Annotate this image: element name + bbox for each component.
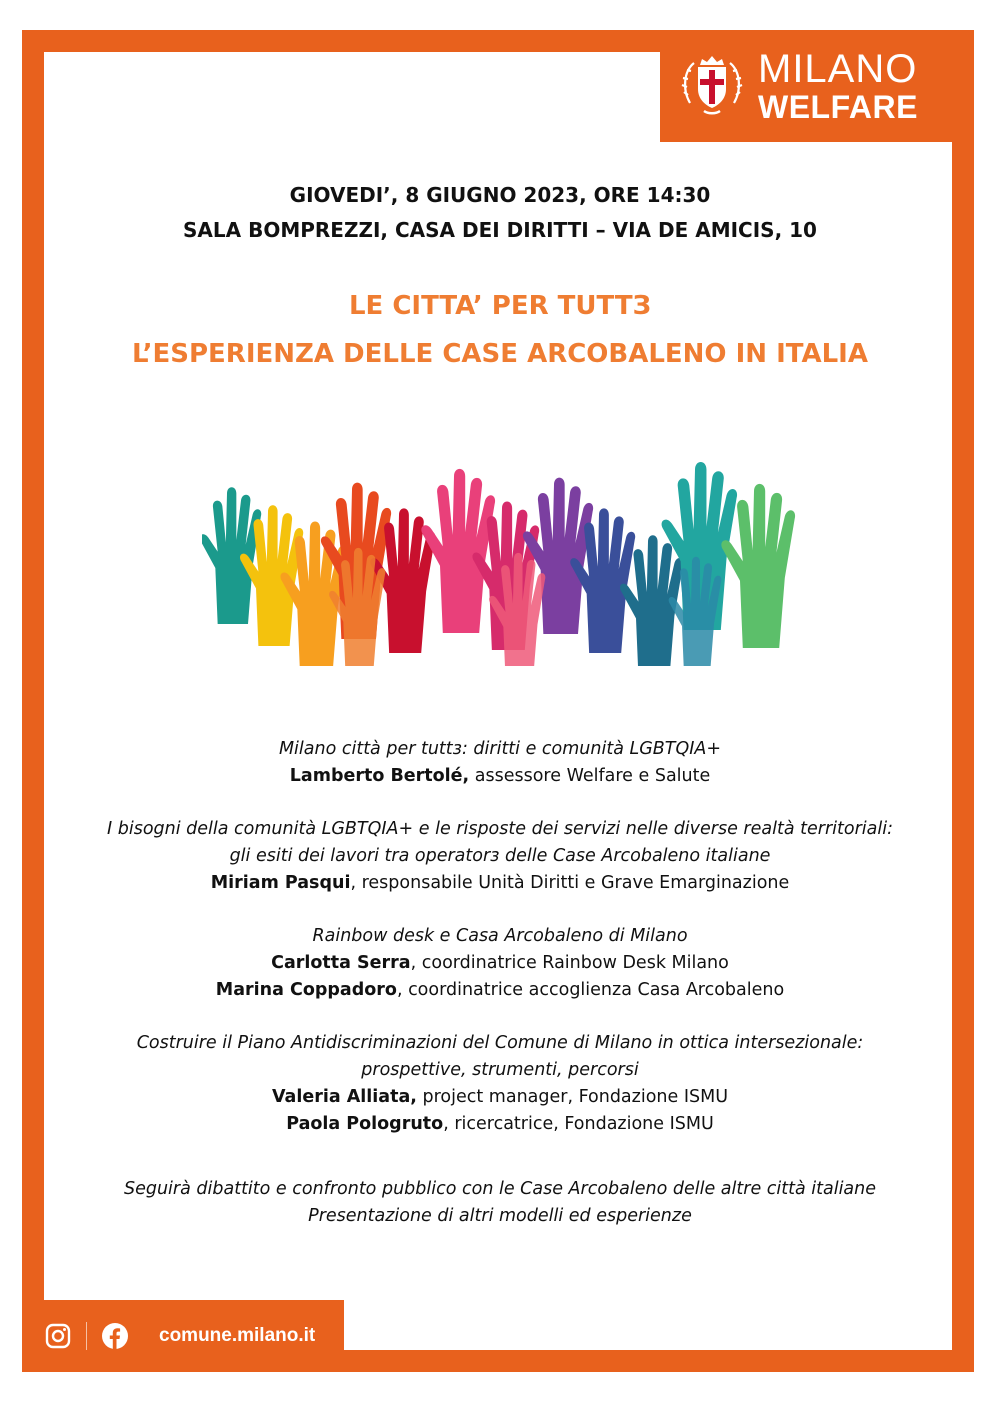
facebook-icon[interactable] — [101, 1322, 129, 1350]
talk-2-topic-line-2: gli esiti dei lavori tra operatorз delle Case Arcobaleno italiane — [229, 846, 771, 866]
speaker-role: assessore Welfare e Salute — [469, 766, 711, 786]
talk-3 — [60, 923, 940, 1004]
talk-1 — [60, 736, 940, 790]
speaker-name: Miriam Pasqui — [210, 873, 351, 893]
speaker-line — [60, 1084, 940, 1111]
talk-3-topic: Rainbow desk e Casa Arcobaleno di Milano — [312, 926, 688, 946]
instagram-icon[interactable] — [44, 1322, 72, 1350]
speaker-name: Marina Coppadoro — [215, 980, 397, 1000]
event-info — [0, 178, 1000, 248]
speaker-line — [60, 870, 940, 897]
closing-line-2: Presentazione di altri modelli ed esperienze — [308, 1206, 692, 1226]
speaker-role: , responsabile Unità Diritti e Grave Emarginazione — [350, 873, 790, 893]
speaker-name: Valeria Alliata, — [271, 1087, 417, 1107]
milano-welfare-logo — [660, 30, 974, 142]
speaker-line — [60, 763, 940, 790]
event-venue: SALA BOMPREZZI, CASA DEI DIRITTI – VIA DE AMICIS, 10 — [183, 218, 817, 242]
logo-line-welfare: WELFARE — [758, 89, 918, 125]
program — [60, 736, 940, 1230]
closing-line-1: Seguirà dibattito e confronto pubblico con le Case Arcobaleno delle altre città italiane — [123, 1179, 877, 1199]
speaker-role: , coordinatrice accoglienza Casa Arcobaleno — [396, 980, 785, 1000]
footer-bar — [22, 1300, 344, 1372]
talk-2 — [60, 816, 940, 897]
speaker-name: Carlotta Serra — [271, 953, 411, 973]
speaker-name: Lamberto Bertolé, — [289, 766, 470, 786]
speaker-line — [60, 950, 940, 977]
speaker-line — [60, 1111, 940, 1138]
speaker-line — [60, 977, 940, 1004]
talk-1-topic: Milano città per tuttз: diritti e comunità LGBTQIA+ — [278, 739, 722, 759]
talk-4 — [60, 1030, 940, 1138]
logo-line-milano: MILANO — [758, 47, 918, 91]
event-date: GIOVEDI’, 8 GIUGNO 2023, ORE 14:30 — [289, 183, 711, 207]
speaker-role: , ricercatrice, Fondazione ISMU — [443, 1114, 714, 1134]
title-line-1: LE CITTA’ PER TUTTЗ — [348, 291, 652, 321]
raised-hands-image — [202, 414, 796, 666]
title-line-2: L’ESPERIENZA DELLE CASE ARCOBALENO IN ITALIA — [132, 339, 868, 369]
talk-4-topic-line-2: prospettive, strumenti, percorsi — [361, 1060, 639, 1080]
closing-notes — [60, 1176, 940, 1230]
talk-2-topic-line-1: I bisogni della comunità LGBTQIA+ e le risposte dei servizi nelle diverse realtà territoriali: — [107, 819, 893, 839]
talk-4-topic-line-1: Costruire il Piano Antidiscriminazioni del Comune di Milano in ottica intersezionale: — [136, 1033, 864, 1053]
footer-divider — [86, 1322, 87, 1350]
milano-crest-icon — [680, 51, 744, 121]
event-title — [0, 282, 1000, 378]
speaker-role: project manager, Fondazione ISMU — [416, 1087, 729, 1107]
speaker-role: , coordinatrice Rainbow Desk Milano — [410, 953, 729, 973]
website-link[interactable]: comune.milano.it — [159, 1325, 316, 1346]
speaker-name: Paola Pologruto — [286, 1114, 444, 1134]
